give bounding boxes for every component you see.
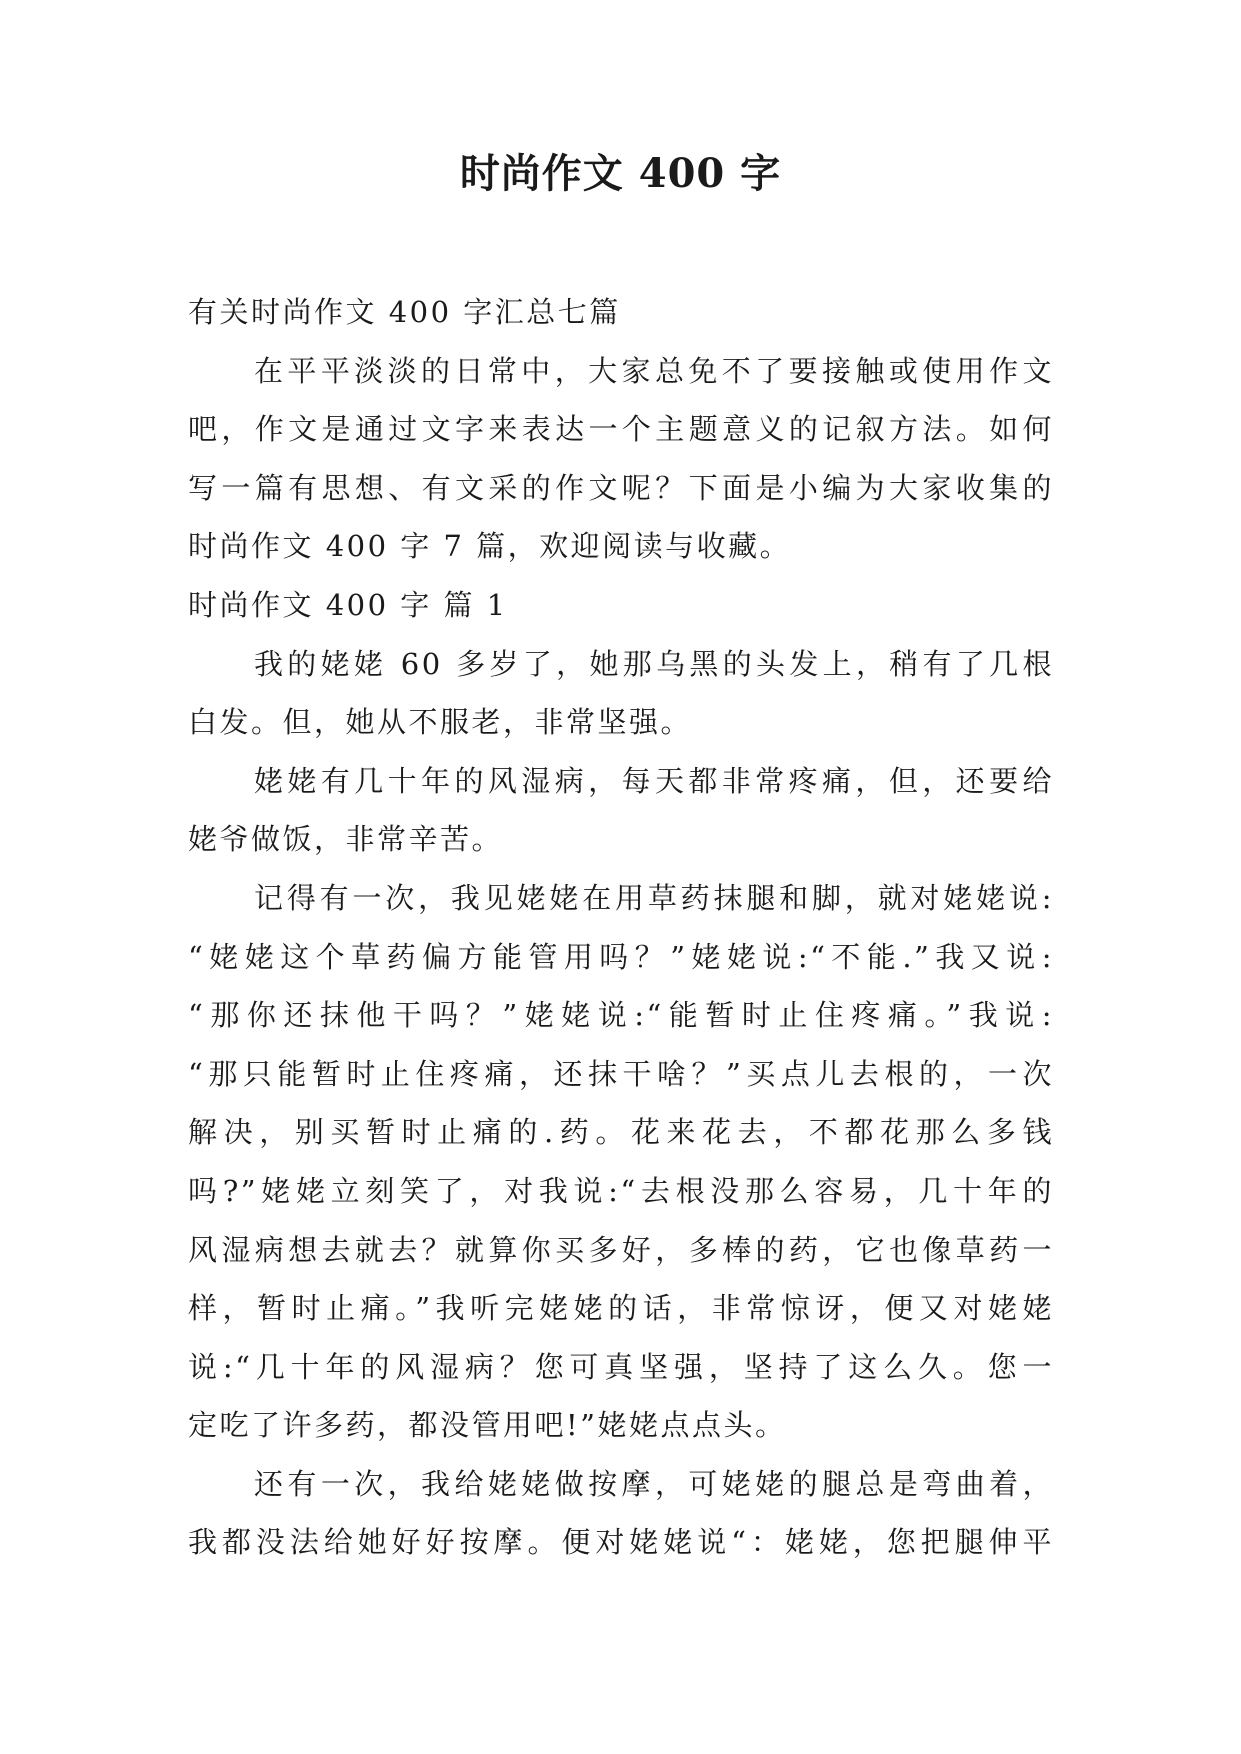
text-line: 白发。但，她从不服老，非常坚强。	[188, 705, 693, 740]
text-line: 时尚作文 400 字 7 篇，欢迎阅读与收藏。	[188, 529, 792, 564]
text-line: “那你还抹他干吗？”姥姥说:“能暂时止住疼痛。”我说:	[188, 998, 1054, 1033]
text-line: 吗?”姥姥立刻笑了，对我说:“去根没那么容易，几十年的	[188, 1173, 1054, 1208]
text-line: “那只能暂时止住疼痛，还抹干啥？”买点儿去根的，一次	[188, 1056, 1054, 1091]
text-line: 在平平淡淡的日常中，大家总免不了要接触或使用作文	[254, 353, 1054, 388]
text-line: 还有一次，我给姥姥做按摩，可姥姥的腿总是弯曲着，	[254, 1466, 1054, 1501]
text-line: 定吃了许多药，都没管用吧!”姥姥点点头。	[188, 1408, 787, 1443]
text-line: 记得有一次，我见姥姥在用草药抹腿和脚，就对姥姥说:	[254, 880, 1054, 915]
text-line: 解决，别买暂时止痛的.药。花来花去，不都花那么多钱	[188, 1115, 1054, 1150]
text-line: “姥姥这个草药偏方能管用吗？”姥姥说:“不能.”我又说:	[188, 939, 1054, 974]
text-line: 时尚作文 400 字 篇 1	[188, 587, 508, 622]
text-line: 说:“几十年的风湿病？您可真坚强，坚持了这么久。您一	[188, 1349, 1054, 1384]
text-line: 样，暂时止痛。”我听完姥姥的话，非常惊讶，便又对姥姥	[188, 1291, 1054, 1326]
document-title: 时尚作文 400 字	[459, 150, 782, 197]
text-line: 姥姥有几十年的风湿病，每天都非常疼痛，但，还要给	[254, 763, 1054, 798]
document-body	[188, 283, 1054, 1572]
text-line: 风湿病想去就去？就算你买多好，多棒的药，它也像草药一	[188, 1232, 1054, 1267]
text-line: 姥爷做饭，非常辛苦。	[188, 822, 504, 857]
text-line: 我都没法给她好好按摩。便对姥姥说“：姥姥，您把腿伸平	[188, 1525, 1054, 1560]
text-line: 吧，作文是通过文字来表达一个主题意义的记叙方法。如何	[188, 412, 1054, 447]
text-line: 写一篇有思想、有文采的作文呢？下面是小编为大家收集的	[188, 470, 1054, 505]
text-line: 有关时尚作文 400 字汇总七篇	[188, 295, 621, 329]
text-line: 我的姥姥 60 多岁了，她那乌黑的头发上，稍有了几根	[254, 646, 1054, 681]
